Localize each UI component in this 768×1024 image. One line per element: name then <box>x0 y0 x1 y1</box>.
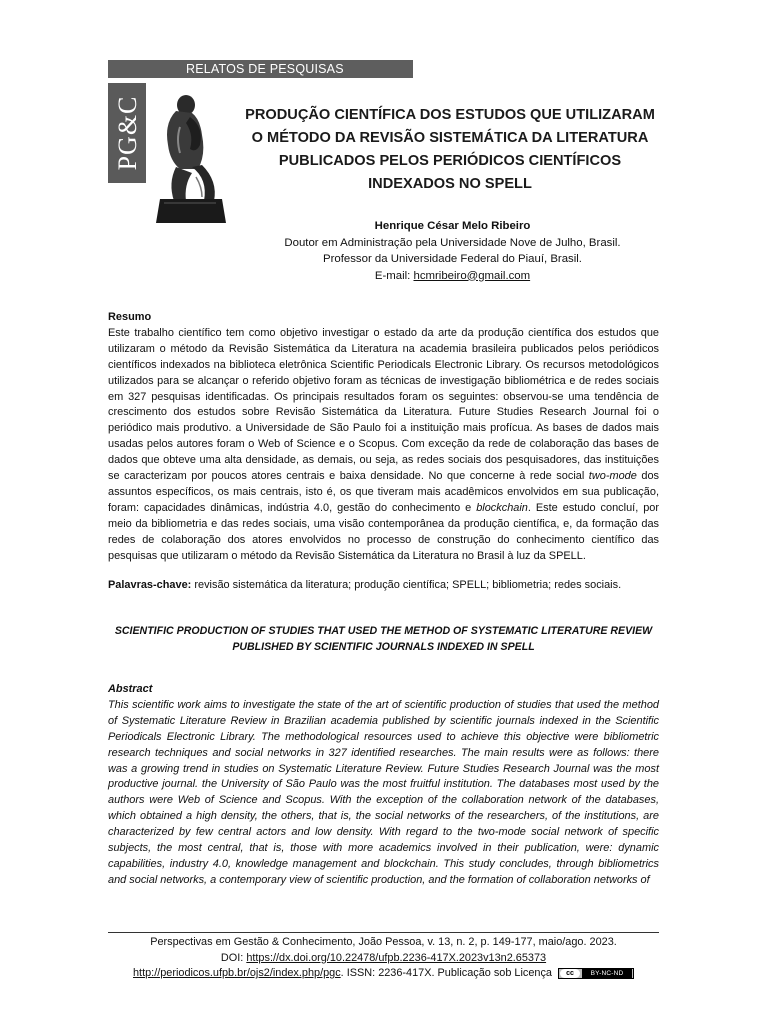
abstract-text: This scientific work aims to investigate the state of the art of scientific production of studies that used the method of Systematic Literature Review in Brazilian academia published by scientific journals indexed in the Scientific Periodicals Electronic Library. The methodological resources used to achieve this objective were bibliometric research techniques and social networks in 327 identified researches. The main results were as follows: there was a growing trend in studies on Systematic Literature Review. Future Studies Research Journal was the most productive journal. the University of São Paulo was the most fruitful institution. The databases most used by the authors were Web of Science and Scopus. With the exception of the collaboration network of the databases, which obtained a high density, the others, that is, the social networks of the researchers, of the institutions, are characterized by few central actors and low density. With regard to the two-mode social network of specific subjects, the most central, that is, those with more academics involved in their publication, were: dynamic capabilities, industry 4.0, knowledge management and blockchain. This study concludes, through bibliometrics and social networks, a contemporary view of scientific production, and the formation of collaboration networks of <box>108 698 659 886</box>
author-name: Henrique César Melo Ribeiro <box>374 220 531 232</box>
author-email-line <box>250 268 655 285</box>
logo-strip <box>108 83 148 183</box>
footer-doi-line <box>108 951 659 967</box>
journal-logo <box>108 83 232 228</box>
resumo-text-part: Este trabalho científico tem como objetivo investigar o estado da arte da produção científica dos estudos que utilizaram o método da Revisão Sistemática da Literatura na academia brasileira publicados pelos periódicos científicos indexados na biblioteca eletrônica Scientific Periodicals Electronic Library. Os recursos metodológicos utilizados para se alcançar o referido objetivo foram as técnicas de investigação bibliométrica e de redes sociais em 327 pesquisas identificadas. Os principais resultados foram os seguintes: observou-se uma tendência de crescimento dos estudos sobre Revisão Sistemática da Literatura. Future Studies Research Journal foi o periódico mais produtivo. a Universidade de São Paulo foi a instituição mais profícua. As bases de dados mais usadas pelos autores foram o Web of Science e o Scopus. Com exceção da rede de colaboração das bases de dados que obteve uma alta densidade, as demais, ou seja, as redes sociais dos pesquisadores, das instituições se caracterizam por poucos atores centrais e baixa densidade. No que concerne à rede social <box>108 326 659 483</box>
resumo-text <box>108 326 659 565</box>
abstract-heading: Abstract <box>108 683 153 695</box>
thinker-statue-image <box>146 83 232 228</box>
cc-license-text: BY-NC-ND <box>582 969 632 978</box>
resumo-text-part: dos assuntos específicos, os mais centrais, isto é, os que tiveram mais acadêmicos envolvidos em sua publicação, foram: capacidades dinâmicas, indústria 4.0, gestão do conhecimento e <box>108 470 659 514</box>
email-label: E-mail: <box>374 269 414 282</box>
article-title: PRODUÇÃO CIENTÍFICA DOS ESTUDOS QUE UTILIZARAM O MÉTODO DA REVISÃO SISTEMÁTICA DA LITERATURA PUBLICADOS PELOS PERIÓDICOS CIENTÍFICOS INDEXADOS NO SPELL <box>245 107 655 192</box>
issn-license-text: . ISSN: 2236-417X. Publicação sob Licença <box>340 967 555 979</box>
resumo-heading: Resumo <box>108 311 152 323</box>
english-title: SCIENTIFIC PRODUCTION OF STUDIES THAT USED THE METHOD OF SYSTEMATIC LITERATURE REVIEW PUBLISHED BY SCIENTIFIC JOURNALS INDEXED IN SPELL <box>114 625 653 653</box>
author-block <box>250 218 655 284</box>
abstract-section <box>108 682 659 889</box>
footer-divider <box>108 932 659 933</box>
resumo-text-part: . Este estudo concluí, por meio da bibliometria e das redes sociais, uma visão contemporânea da produção científica, e, da formação das redes de colaboração dos atores envolvidos no processo de construção do conhecimento científico das pesquisas que utilizaram o método da Revisão Sistemática da Literatura no Brasil à luz da SPELL. <box>108 501 660 562</box>
author-affiliation-1: Doutor em Administração pela Universidade Nove de Julho, Brasil. <box>284 236 621 249</box>
resumo-italic-term: two-mode <box>588 470 637 483</box>
keywords-text: revisão sistemática da literatura; produção científica; SPELL; bibliometria; redes sociais. <box>191 579 622 591</box>
resumo-italic-term: blockchain <box>476 501 528 514</box>
footer <box>108 935 659 982</box>
author-email-link[interactable]: hcmribeiro@gmail.com <box>413 269 531 282</box>
keywords-line <box>108 578 659 594</box>
doi-label: DOI: <box>220 951 247 964</box>
doi-link[interactable]: https://dx.doi.org/10.22478/ufpb.2236-417X.2023v13n2.65373 <box>246 951 547 964</box>
footer-citation: Perspectivas em Gestão & Conhecimento, João Pessoa, v. 13, n. 2, p. 149-177, maio/ago. 2023. <box>150 936 617 948</box>
keywords-label: Palavras-chave: <box>108 579 192 591</box>
cc-icon: cc <box>560 969 580 978</box>
section-label: RELATOS DE PESQUISAS <box>108 60 413 78</box>
resumo-section <box>108 310 659 565</box>
footer-license-line <box>108 966 659 982</box>
logo-text: PG&C <box>113 95 142 171</box>
author-affiliation-2: Professor da Universidade Federal do Piauí, Brasil. <box>323 253 582 265</box>
journal-site-link[interactable]: http://periodicos.ufpb.br/ojs2/index.php/pgc <box>133 967 341 979</box>
cc-license-badge[interactable] <box>558 968 634 979</box>
